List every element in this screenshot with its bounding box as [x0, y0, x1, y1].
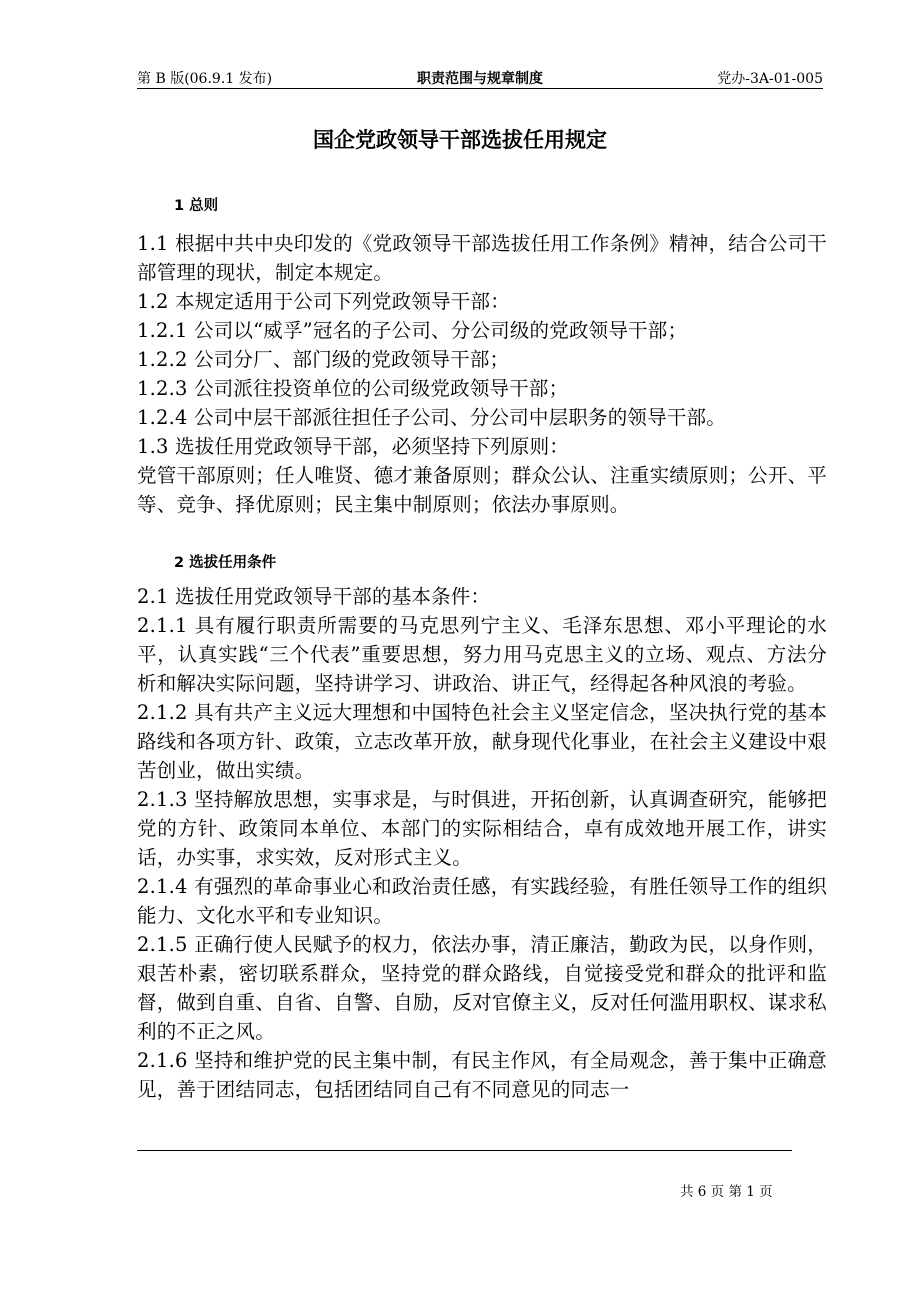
footer-divider: [137, 1150, 792, 1151]
paragraph: 2.1.2 具有共产主义远大理想和中国特色社会主义坚定信念，坚决执行党的基本路线和各项方针、政策，立志改革开放，献身现代化事业，在社会主义建设中艰苦创业，做出实绩。: [137, 701, 827, 782]
paragraph: 党管干部原则；任人唯贤、德才兼备原则；群众公认、注重实绩原则；公开、平等、竞争、择优原则；民主集中制原则；依法办事原则。: [137, 464, 827, 516]
paragraph: 2.1 选拔任用党政领导干部的基本条件：: [137, 585, 491, 608]
doc-code-label: 党办-3A-01-005: [717, 71, 823, 87]
paragraph: 1.1 根据中共中央印发的《党政领导干部选拔任用工作条例》精神，结合公司干部管理的现状，制定本规定。: [137, 232, 827, 284]
paragraph: 1.2.4 公司中层干部派往担任子公司、分公司中层职务的领导干部。: [137, 406, 726, 429]
paragraph: 2.1.3 坚持解放思想，实事求是，与时俱进，开拓创新，认真调查研究，能够把党的方针、政策同本单位、本部门的实际相结合，卓有成效地开展工作，讲实话，办实事，求实效，反对形式主义。: [137, 788, 827, 869]
section-heading-conditions: 2 选拔任用条件: [174, 555, 277, 571]
version-label: 第 B 版(06.9.1 发布): [137, 71, 273, 87]
paragraph: 2.1.5 正确行使人民赋予的权力，依法办事，清正廉洁，勤政为民，以身作则，艰苦朴素，密切联系群众，坚持党的群众路线，自觉接受党和群众的批评和监督，做到自重、自省、自警、自励，反对官僚主义，反对任何滥用职权、谋求私利的不正之风。: [137, 933, 827, 1043]
document-title: 国企党政领导干部选拔任用规定: [313, 128, 607, 152]
paragraph: 2.1.1 具有履行职责所需要的马克思列宁主义、毛泽东思想、邓小平理论的水平，认真实践“三个代表”重要思想，努力用马克思主义的立场、观点、方法分析和解决实际问题，坚持讲学习、讲政治、讲正气，经得起各种风浪的考验。: [137, 614, 827, 695]
paragraph: 1.3 选拔任用党政领导干部，必须坚持下列原则：: [137, 435, 570, 458]
paragraph: 1.2.3 公司派往投资单位的公司级党政领导干部；: [137, 377, 569, 400]
category-label: 职责范围与规章制度: [417, 71, 543, 87]
section-body-general: [137, 229, 827, 519]
paragraph: 1.2.2 公司分厂、部门级的党政领导干部；: [137, 348, 510, 371]
paragraph: 1.2 本规定适用于公司下列党政领导干部：: [137, 290, 510, 313]
section-heading-general: 1 总则: [174, 198, 219, 214]
paragraph: 2.1.6 坚持和维护党的民主集中制，有民主作风，有全局观念，善于集中正确意见，善于团结同志，包括团结同自己有不同意见的同志一: [137, 1049, 827, 1101]
paragraph: 2.1.4 有强烈的革命事业心和政治责任感，有实践经验，有胜任领导工作的组织能力、文化水平和专业知识。: [137, 875, 827, 927]
paragraph: 1.2.1 公司以“威孚”冠名的子公司、分公司级的党政领导干部；: [137, 319, 688, 342]
page-header: [137, 66, 823, 89]
section-body-conditions: [137, 582, 827, 1104]
page-number: 共 6 页 第 1 页: [680, 1184, 773, 1200]
